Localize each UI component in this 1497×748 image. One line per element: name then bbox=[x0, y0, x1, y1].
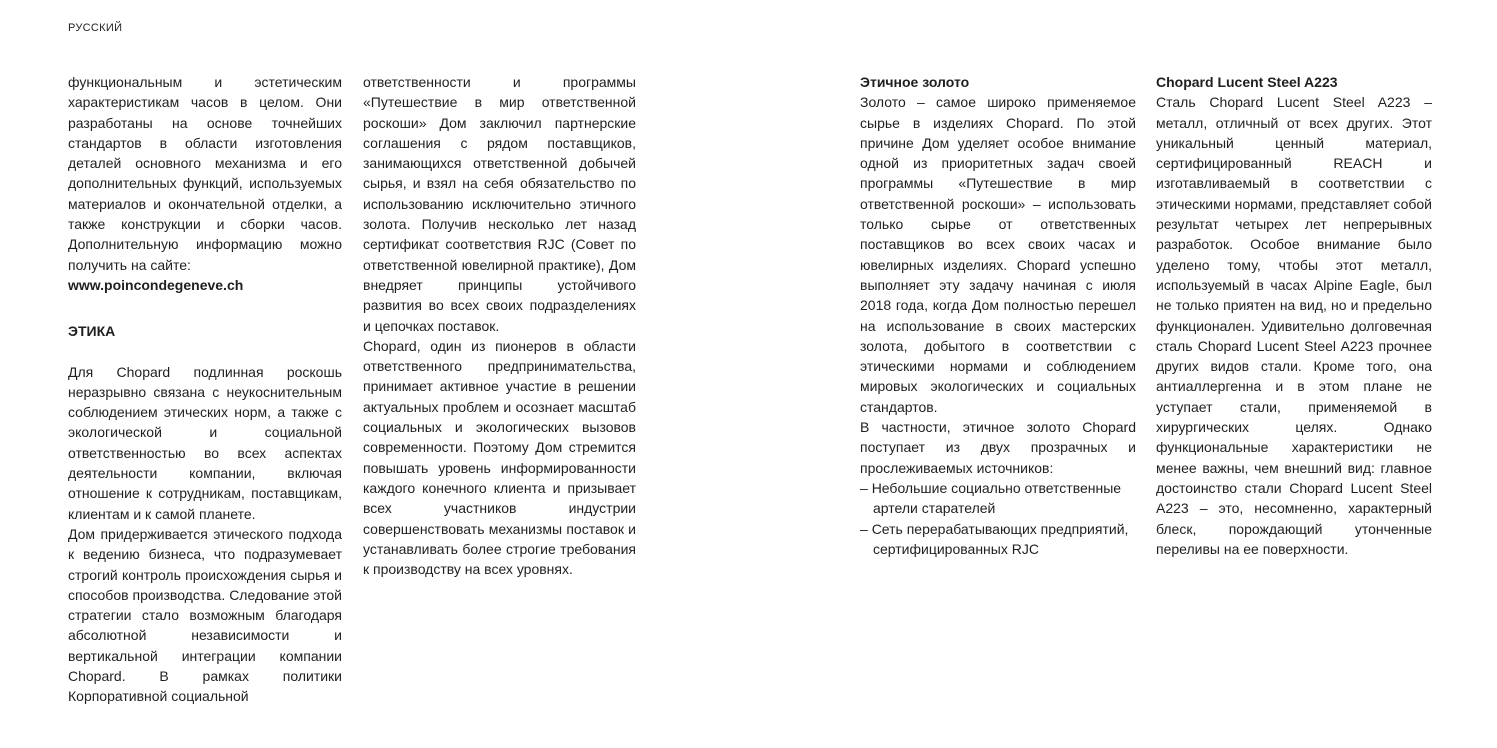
column-1 bbox=[68, 72, 342, 707]
paragraph: В частности, этичное золото Chopard поступает из двух прозрачных и прослеживаемых источников: bbox=[860, 419, 1136, 476]
paragraph: ответственности и программы «Путешествие в мир ответственной роскоши» Дом заключил партнерские соглашения с рядом поставщиков, занимающихся ответственной добычей сырья, и взял на себя обязательство по использованию исключительно этичного золота. Получив несколько лет назад сертификат соответствия RJC (Совет по ответственной ювелирной практике), Дом внедряет принципы устойчивого развития во всех своих подразделениях и цепочках поставок. bbox=[363, 74, 636, 334]
section-heading-ethics: ЭТИКА bbox=[68, 323, 116, 340]
subheading-lucent-steel: Chopard Lucent Steel A223 bbox=[1156, 74, 1338, 90]
language-label: РУССКИЙ bbox=[68, 22, 123, 34]
paragraph: Дом придерживается этического подхода к ведению бизнеса, что подразумевает строгий контроль происхождения сырья и способов производства. Следование этой стратегии стало возможным благодаря абсолютной независимости и вертикальной интеграции компании Chopard. В рамках политики Корпоративной социальной bbox=[68, 525, 342, 705]
paragraph: Сталь Chopard Lucent Steel A223 – металл, отличный от всех других. Этот уникальный ценный материал, сертифицированный REACH и изготавливаемый в соответствии с этическими нормами, представляет собой результат четырех лет непрерывных разработок. Особое внимание было уделено тому, чтобы этот металл, используемый в часах Alpine Eagle, был не только приятен на вид, но и предельно функционален. Удивительно долговечная сталь Chopard Lucent Steel A223 прочнее других видов стали. Кроме того, она антиаллергенна и в этом плане не уступает стали, применяемой в хирургических целях. Однако функциональные характеристики не менее важны, чем внешний вид: главное достоинство стали Chopard Lucent Steel A223 – это, несомненно, характерный блеск, порождающий утонченные переливы на ее поверхности. bbox=[1156, 94, 1432, 557]
subheading-ethical-gold: Этичное золото bbox=[860, 74, 970, 90]
paragraph: функциональным и эстетическим характеристикам часов в целом. Они разработаны на основе точнейших стандартов в области изготовления деталей основного механизма и его дополнительных функций, используемых материалов и окончательной отделки, а также конструкции и сборки часов. Дополнительную информацию можно получить на сайте: bbox=[68, 74, 342, 273]
column-2 bbox=[363, 72, 636, 579]
sources-list bbox=[860, 478, 1136, 559]
list-item: – Сеть перерабатывающих предприятий, сертифицированных RJC bbox=[860, 519, 1136, 560]
column-3 bbox=[860, 72, 1136, 559]
paragraph: Для Chopard подлинная роскошь неразрывно связана с неукоснительным соблюдением этических норм, а также с экологической и социальной ответственностью во всех аспектах деятельности компании, включая отношение к сотрудникам, поставщикам, клиентам и к самой планете. bbox=[68, 363, 342, 522]
paragraph: Золото – самое широко применяемое сырье в изделиях Chopard. По этой причине Дом уделяет особое внимание одной из приоритетных задач своей программы «Путешествие в мир ответственной роскоши» – использовать только сырье от ответственных поставщиков во всех своих часах и ювелирных изделиях. Chopard успешно выполняет эту задачу начиная с июля 2018 года, когда Дом полностью перешел на использование в своих мастерских золота, добытого в соответствии с этическими нормами и соблюдением мировых экологических и социальных стандартов. bbox=[860, 94, 1136, 415]
paragraph: Chopard, один из пионеров в области ответственного предпринимательства, принимает активное участие в решении актуальных проблем и осознает масштаб социальных и экологических вызовов современности. Поэтому Дом стремится повышать уровень информированности каждого конечного клиента и призывает всех участников индустрии совершенствовать механизмы поставок и устанавливать более строгие требования к производству на всех уровнях. bbox=[363, 337, 636, 578]
column-4 bbox=[1156, 72, 1432, 559]
list-item: – Небольшие социально ответственные артели старателей bbox=[860, 478, 1136, 519]
website-link[interactable]: www.poincondegeneve.ch bbox=[68, 276, 244, 293]
